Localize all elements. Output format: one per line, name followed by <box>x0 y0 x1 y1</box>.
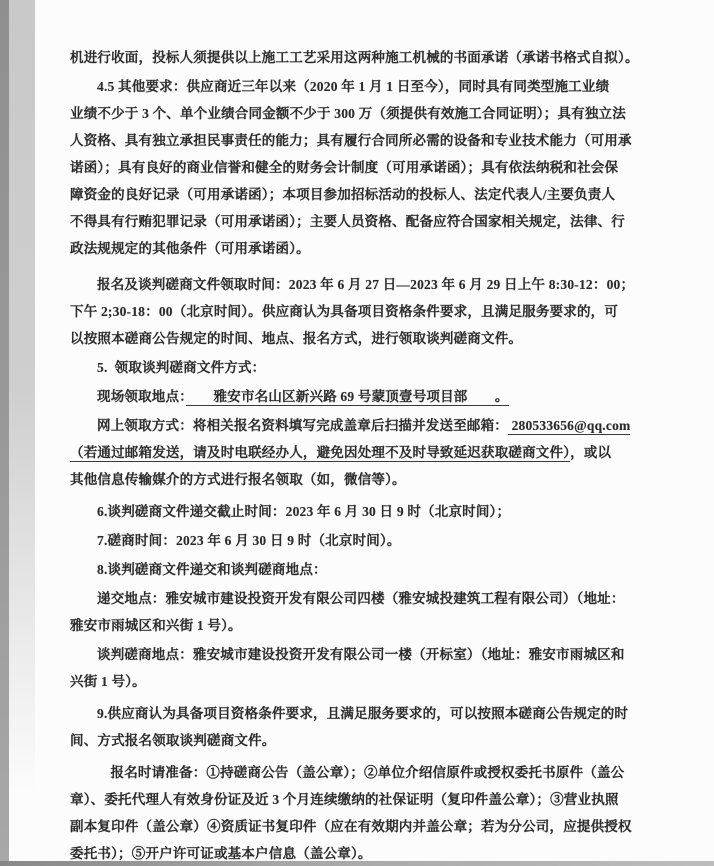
underlined-text: 雅安市名山区新兴路 69 号蒙顶壹号项目部 。 <box>186 389 509 404</box>
text-segment: 不得具有行贿犯罪记录（可用承诺函）；主要人员资格、配备应符合国家相关规定，法律、行 <box>70 214 625 229</box>
text-line <box>70 44 676 71</box>
paragraph <box>70 641 676 695</box>
paragraph <box>70 412 676 493</box>
text-line <box>70 127 676 154</box>
text-line <box>70 813 676 840</box>
text-line <box>70 840 676 866</box>
text-segment: 谈判磋商地点：雅安城市建设投资开发有限公司一楼（开标室）（地址：雅安市雨城区和 <box>97 647 625 662</box>
paragraph <box>70 700 676 754</box>
text-line <box>70 208 676 235</box>
text-segment: 政法规规定的其他条件（可用承诺函）。 <box>70 241 310 256</box>
text-line <box>70 100 676 127</box>
text-line <box>70 668 676 695</box>
text-segment: 5. 领取谈判磋商文件方式： <box>97 360 266 375</box>
text-segment: 递交地点：雅安城市建设投资开发有限公司四楼（雅安城投建筑工程有限公司）（地址： <box>97 591 625 606</box>
text-segment: ，或以 <box>570 445 612 460</box>
text-segment: 人资格、具有独立承担民事责任的能力；具有履行合同所必需的设备和专业技术能力（可用承 <box>70 133 632 148</box>
text-line <box>70 641 676 668</box>
text-line <box>70 439 676 466</box>
text-segment: 机进行收面，投标人须提供以上施工工艺采用这两种施工机械的书面承诺（承诺书格式自拟）。 <box>70 50 639 65</box>
paragraph <box>70 354 676 381</box>
text-line <box>70 759 676 786</box>
text-segment: 报名时请准备：①持磋商公告（盖公章）；②单位介绍信原件或授权委托书原件（盖公 <box>110 765 625 780</box>
text-segment: 间、方式报名领取谈判磋商文件。 <box>70 733 276 748</box>
text-line <box>70 612 676 639</box>
text-line <box>70 235 676 262</box>
text-segment: 其他信息传输媒介的方式进行报名领取（如，微信等）。 <box>70 472 406 487</box>
text-line <box>70 498 676 525</box>
text-segment: 网上领取方式：将相关报名资料填写完成盖章后扫描并发送至邮箱： <box>97 418 508 433</box>
paragraph <box>70 271 676 352</box>
text-line <box>70 354 676 381</box>
text-segment: 7.磋商时间：2023 年 6 月 30 日 9 时（北京时间）。 <box>97 533 401 548</box>
text-line <box>70 73 676 100</box>
text-line <box>70 271 676 298</box>
text-line <box>70 181 676 208</box>
text-segment: 业绩不少于 3 个、单个业绩合同金额不少于 300 万（须提供有效施工合同证明）；具有独立法 <box>70 106 626 121</box>
text-line <box>70 786 676 813</box>
paragraph <box>70 527 676 554</box>
text-segment: 9.供应商认为具备项目资格条件要求，且满足服务要求的，可以按照本磋商公告规定的时 <box>97 706 629 721</box>
paragraph <box>70 498 676 525</box>
text-segment: 8.谈判磋商文件递交和谈判磋商地点： <box>97 562 327 577</box>
text-segment: 委托书）；⑤开户许可证或基本户信息（盖公章）。 <box>70 846 372 861</box>
text-line <box>70 556 676 583</box>
text-segment: 章）、委托代理人有效身份证及近 3 个月连续缴纳的社保证明（复印件盖公章）；③营业执照 <box>70 792 619 807</box>
paragraph <box>70 44 676 71</box>
text-segment: 雅安市雨城区和兴街 1 号）。 <box>70 618 242 633</box>
underlined-text: （若通过邮箱发送，请及时电联经办人，避免因处理不及时导致延迟获取磋商文件） <box>70 445 571 460</box>
photo-edge-left-shadow <box>9 0 35 866</box>
text-segment: 兴街 1 号）。 <box>70 674 146 689</box>
text-segment: 4.5 其他要求：供应商近三年以来（2020 年 1 月 1 日至今），同时具有同类型施工业绩 <box>97 79 610 94</box>
text-segment: 现场领取地点： <box>97 389 187 404</box>
text-segment: 副本复印件（盖公章）④资质证书复印件（应在有效期内并盖公章；若为分公司，应提供授权 <box>70 819 632 834</box>
paragraph <box>70 383 676 410</box>
text-line <box>70 412 676 439</box>
paragraph <box>70 585 676 639</box>
paragraph <box>70 759 676 866</box>
text-line <box>70 154 676 181</box>
text-segment: 诺函）；具有良好的商业信誉和健全的财务会计制度（可用承诺函）；具有依法纳税和社会保 <box>70 160 619 175</box>
text-line <box>70 383 676 410</box>
text-segment: 报名及谈判磋商文件领取时间：2023 年 6 月 27 日—2023 年 6 月 29 日上午 8:30-12：00； <box>97 277 635 292</box>
paragraph <box>70 73 676 262</box>
text-line <box>70 527 676 554</box>
document-body <box>70 44 676 866</box>
underlined-text: 280533656@qq.com <box>508 418 631 433</box>
paragraph <box>70 556 676 583</box>
text-segment: 以按照本磋商公告规定的时间、地点、报名方式，进行领取谈判磋商文件。 <box>70 331 523 346</box>
text-line <box>70 700 676 727</box>
text-segment: 障资金的良好记录（可用承诺函）；本项目参加招标活动的投标人、法定代表人/主要负责人 <box>70 187 616 202</box>
photo-edge-left-dark <box>0 0 9 866</box>
text-line <box>70 298 676 325</box>
text-segment: 6.谈判磋商文件递交截止时间：2023 年 6 月 30 日 9 时（北京时间）； <box>97 504 511 519</box>
text-line <box>70 466 676 493</box>
text-line <box>70 727 676 754</box>
text-segment: 下午 2;30-18：00（北京时间）。供应商认为具备项目资格条件要求，且满足服务要求的，可 <box>70 304 619 319</box>
text-line <box>70 585 676 612</box>
text-line <box>70 325 676 352</box>
